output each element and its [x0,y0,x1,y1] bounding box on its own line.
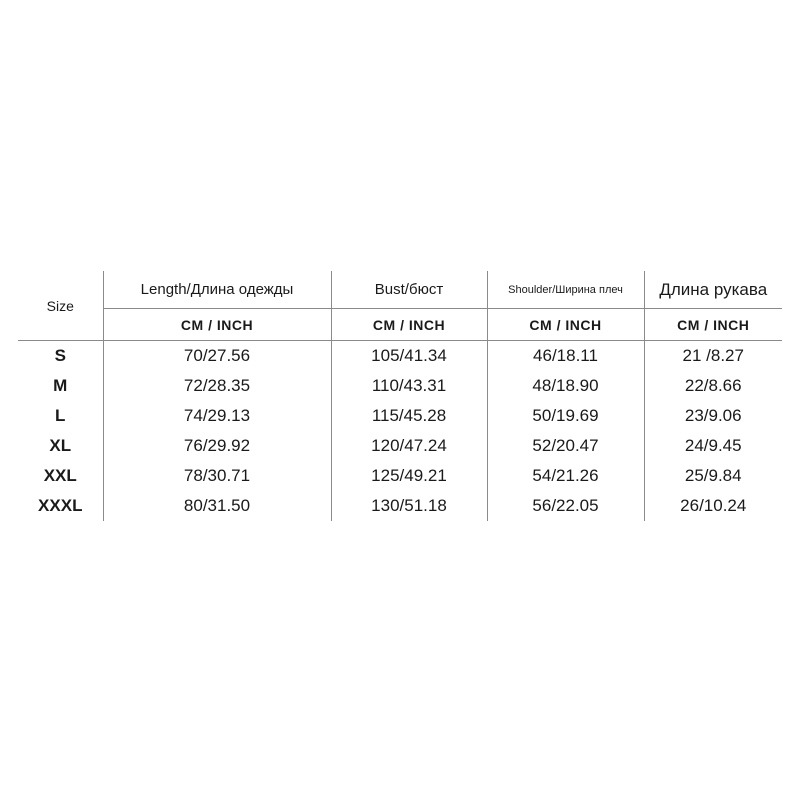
shoulder-value: 54/21.26 [487,461,644,491]
bust-unit-label: CM / INCH [331,309,487,341]
shoulder-value: 52/20.47 [487,431,644,461]
sleeve-value: 23/9.06 [644,401,782,431]
shoulder-value: 46/18.11 [487,341,644,372]
length-column-header: Length/Длина одежды [103,271,331,309]
shoulder-value: 48/18.90 [487,371,644,401]
shoulder-value: 50/19.69 [487,401,644,431]
length-value: 70/27.56 [103,341,331,372]
shoulder-value: 56/22.05 [487,491,644,521]
table-row [18,431,782,461]
bust-value: 110/43.31 [331,371,487,401]
length-value: 76/29.92 [103,431,331,461]
bust-column-header: Bust/бюст [331,271,487,309]
bust-value: 120/47.24 [331,431,487,461]
shoulder-column-header: Shoulder/Ширина плеч [487,271,644,309]
table-row [18,491,782,521]
header-row [18,271,782,309]
table-row [18,461,782,491]
bust-value: 130/51.18 [331,491,487,521]
table-row [18,371,782,401]
length-value: 72/28.35 [103,371,331,401]
length-value: 74/29.13 [103,401,331,431]
sleeve-value: 21 /8.27 [644,341,782,372]
table-row [18,341,782,372]
length-unit-label: CM / INCH [103,309,331,341]
sleeve-column-header: Длина рукава [644,271,782,309]
size-cell: L [55,406,66,425]
sleeve-unit-label: CM / INCH [644,309,782,341]
table-row [18,401,782,431]
sleeve-value: 22/8.66 [644,371,782,401]
bust-value: 115/45.28 [331,401,487,431]
sleeve-value: 26/10.24 [644,491,782,521]
size-cell: S [54,346,66,365]
size-cell: XXL [43,466,77,485]
length-value: 80/31.50 [103,491,331,521]
size-cell: XXXL [38,496,83,515]
size-cell: M [53,376,68,395]
shoulder-unit-label: CM / INCH [487,309,644,341]
bust-value: 125/49.21 [331,461,487,491]
unit-row [18,309,782,341]
size-chart-table [18,271,782,521]
length-value: 78/30.71 [103,461,331,491]
sleeve-value: 25/9.84 [644,461,782,491]
sleeve-value: 24/9.45 [644,431,782,461]
size-cell: XL [49,436,72,455]
bust-value: 105/41.34 [331,341,487,372]
size-column-header: Size [18,271,103,341]
